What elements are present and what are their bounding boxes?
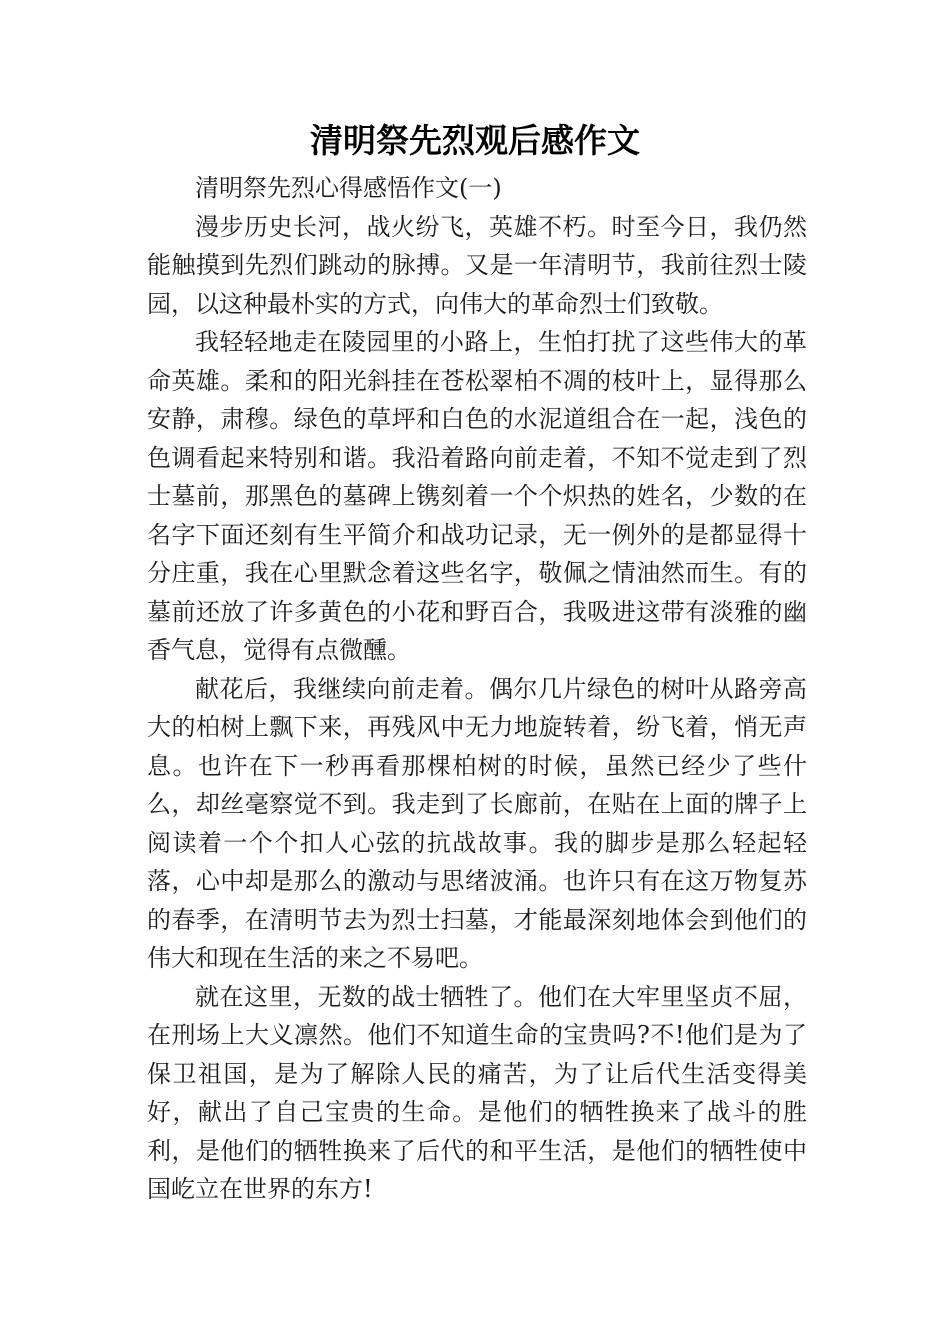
paragraph: 漫步历史长河，战火纷飞，英雄不朽。时至今日，我仍然能触摸到先烈们跳动的脉搏。又是一年清明节，我前往烈士陵园，以这种最朴实的方式，向伟大的革命烈士们致敬。 bbox=[147, 212, 807, 318]
document-subtitle: 清明祭先烈心得感悟作文(一) bbox=[195, 174, 502, 202]
document-title: 清明祭先烈观后感作文 bbox=[310, 121, 640, 160]
paragraph: 我轻轻地走在陵园里的小路上，生怕打扰了这些伟大的革命英雄。柔和的阳光斜挂在苍松翠柏不凋的枝叶上，显得那么安静，肃穆。绿色的草坪和白色的水泥道组合在一起，浅色的色调看起来特别和谐。我沿着路向前走着，不知不觉走到了烈士墓前，那黑色的墓碑上镌刻着一个个炽热的姓名，少数的在名字下面还刻有生平简介和战功记录，无一例外的是都显得十分庄重，我在心里默念着这些名字，敬佩之情油然而生。有的墓前还放了许多黄色的小花和野百合，我吸进这带有淡雅的幽香气息，觉得有点微醺。 bbox=[147, 328, 807, 664]
paragraph: 就在这里，无数的战士牺牲了。他们在大牢里坚贞不屈，在刑场上大义凛然。他们不知道生命的宝贵吗?不!他们是为了保卫祖国，是为了解除人民的痛苦，为了让后代生活变得美好，献出了自己宝贵的生命。是他们的牺牲换来了战斗的胜利，是他们的牺牲换来了后代的和平生活，是他们的牺牲使中国屹立在世界的东方! bbox=[147, 982, 807, 1203]
paragraph: 献花后，我继续向前走着。偶尔几片绿色的树叶从路旁高大的柏树上飘下来，再残风中无力地旋转着，纷飞着，悄无声息。也许在下一秒再看那棵柏树的时候，虽然已经少了些什么，却丝毫察觉不到。我走到了长廊前，在贴在上面的牌子上阅读着一个个扣人心弦的抗战故事。我的脚步是那么轻起轻落，心中却是那么的激动与思绪波涌。也许只有在这万物复苏的春季，在清明节去为烈士扫墓，才能最深刻地体会到他们的伟大和现在生活的来之不易吧。 bbox=[147, 674, 807, 972]
document-body bbox=[147, 169, 807, 1209]
